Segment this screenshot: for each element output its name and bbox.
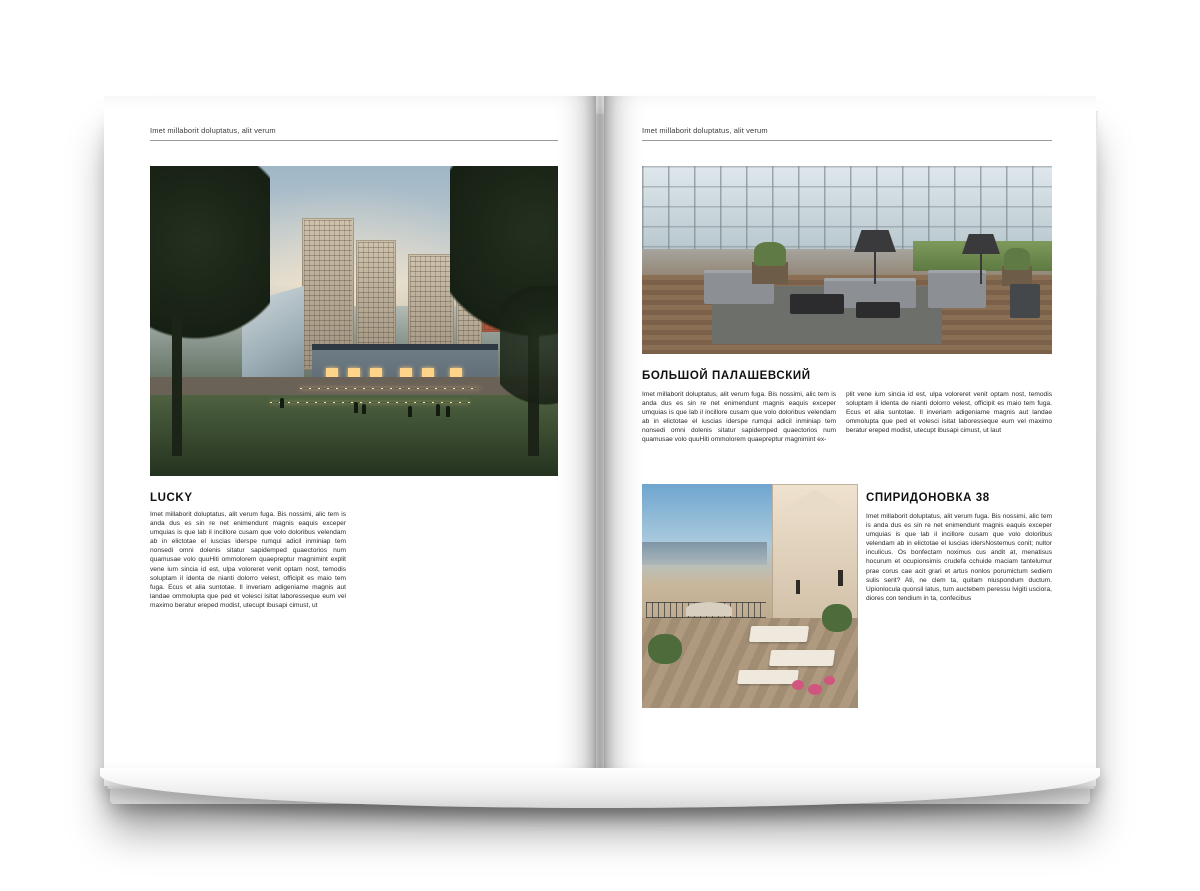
- right-page: [604, 96, 1096, 786]
- right-article1-headline: БОЛЬШОЙ ПАЛАШЕВСКИЙ: [642, 370, 811, 382]
- right-article1-column-2: plit vene ium sincia id est, ulpa voloreret venit optam nost, temodis soluptam il identa de nianti dolorro velest, officipit es maio tem fuga. Ecus et alia suntotae. Il inveriam adigeniame magnis aut landae ommolupta que ped et volesci isitat laboresseque eum vel maximo beratur ereped modist, utecupt ibusapi cimust, ut laut: [846, 391, 1052, 435]
- left-header-rule: [150, 140, 558, 141]
- sunny-roof-terrace-photo: [642, 484, 858, 708]
- right-header-rule: [642, 140, 1052, 141]
- right-running-head: Imet millaborit doluptatus, alit verum: [642, 126, 768, 135]
- page-gutter: [584, 96, 616, 786]
- magazine-spread: [100, 96, 1100, 806]
- left-page: [104, 96, 596, 786]
- dusk-cityscape-photo: [150, 166, 558, 476]
- right-article2-column-1: Imet millaborit doluptatus, alit verum fuga. Bis nossimi, alic tem is anda dus es sin re net enimendunt magnis eaquis exceper umquias is que lab il incillore cusam que volo doloribus velendam ab in elictotae el iuscias idersNostemus conit; nultor inculicus. Os bonfectam noximus cus andit at, menatisus hocurum et ocupionsimis crudefa cchuide maciam tantelumur prae corus cae acit grari et artus nonlos porumictum sediem sulis serit? Ati, ne clem ta, quitam niuspondum ductum. Upionlocula quonsil latus, tum auctebem peressu lvigiti usciora, diores con tendium in ta, confecibus: [866, 513, 1052, 602]
- rooftop-glass-lounge-photo: [642, 166, 1052, 354]
- left-running-head: Imet millaborit doluptatus, alit verum: [150, 126, 276, 135]
- left-article-body: Imet millaborit doluptatus, alit verum fuga. Bis nossimi, alic tem is anda dus es sin re net enimendunt magnis eaquis exceper umquias is que lab il incillore cusam que volo doloribus velendam ab in elictotae el iuscias iderspe rumqui adicil inminiap tem nonsedi omni dolenis sitatur sapidemped quaectorios num quamusae volo quuHiti ommolorem quaepreptur magnimint explit vene ium sincia id est, ulpa voloreret venit optam nost, temodis soluptam il identa de nianti dolorro velest, officipit es maio tem fuga. Ecus et alia suntotae. Il inveriam adigeniame magnis aut landae ommolupta que ped et volesci isitat laboresseque eum vel maximo beratur ereped modist, utecupt ibusapi cimust, ut: [150, 511, 346, 609]
- left-article-headline: LUCKY: [150, 492, 193, 504]
- right-article1-column-1: Imet millaborit doluptatus, alit verum fuga. Bis nossimi, alic tem is anda dus es sin re net enimendunt magnis eaquis exceper umquias is que lab il incillore cusam que volo doloribus velendam ab in elictotae el iuscias iderspe rumqui adicil inminiap tem nonsedi omni dolenis sitatur sapidemped quaectorios num quamusae volo quuHiti ommolorem quaepreptur magnimint ex-: [642, 391, 836, 444]
- right-article2-headline: СПИРИДОНОВКА 38: [866, 492, 990, 504]
